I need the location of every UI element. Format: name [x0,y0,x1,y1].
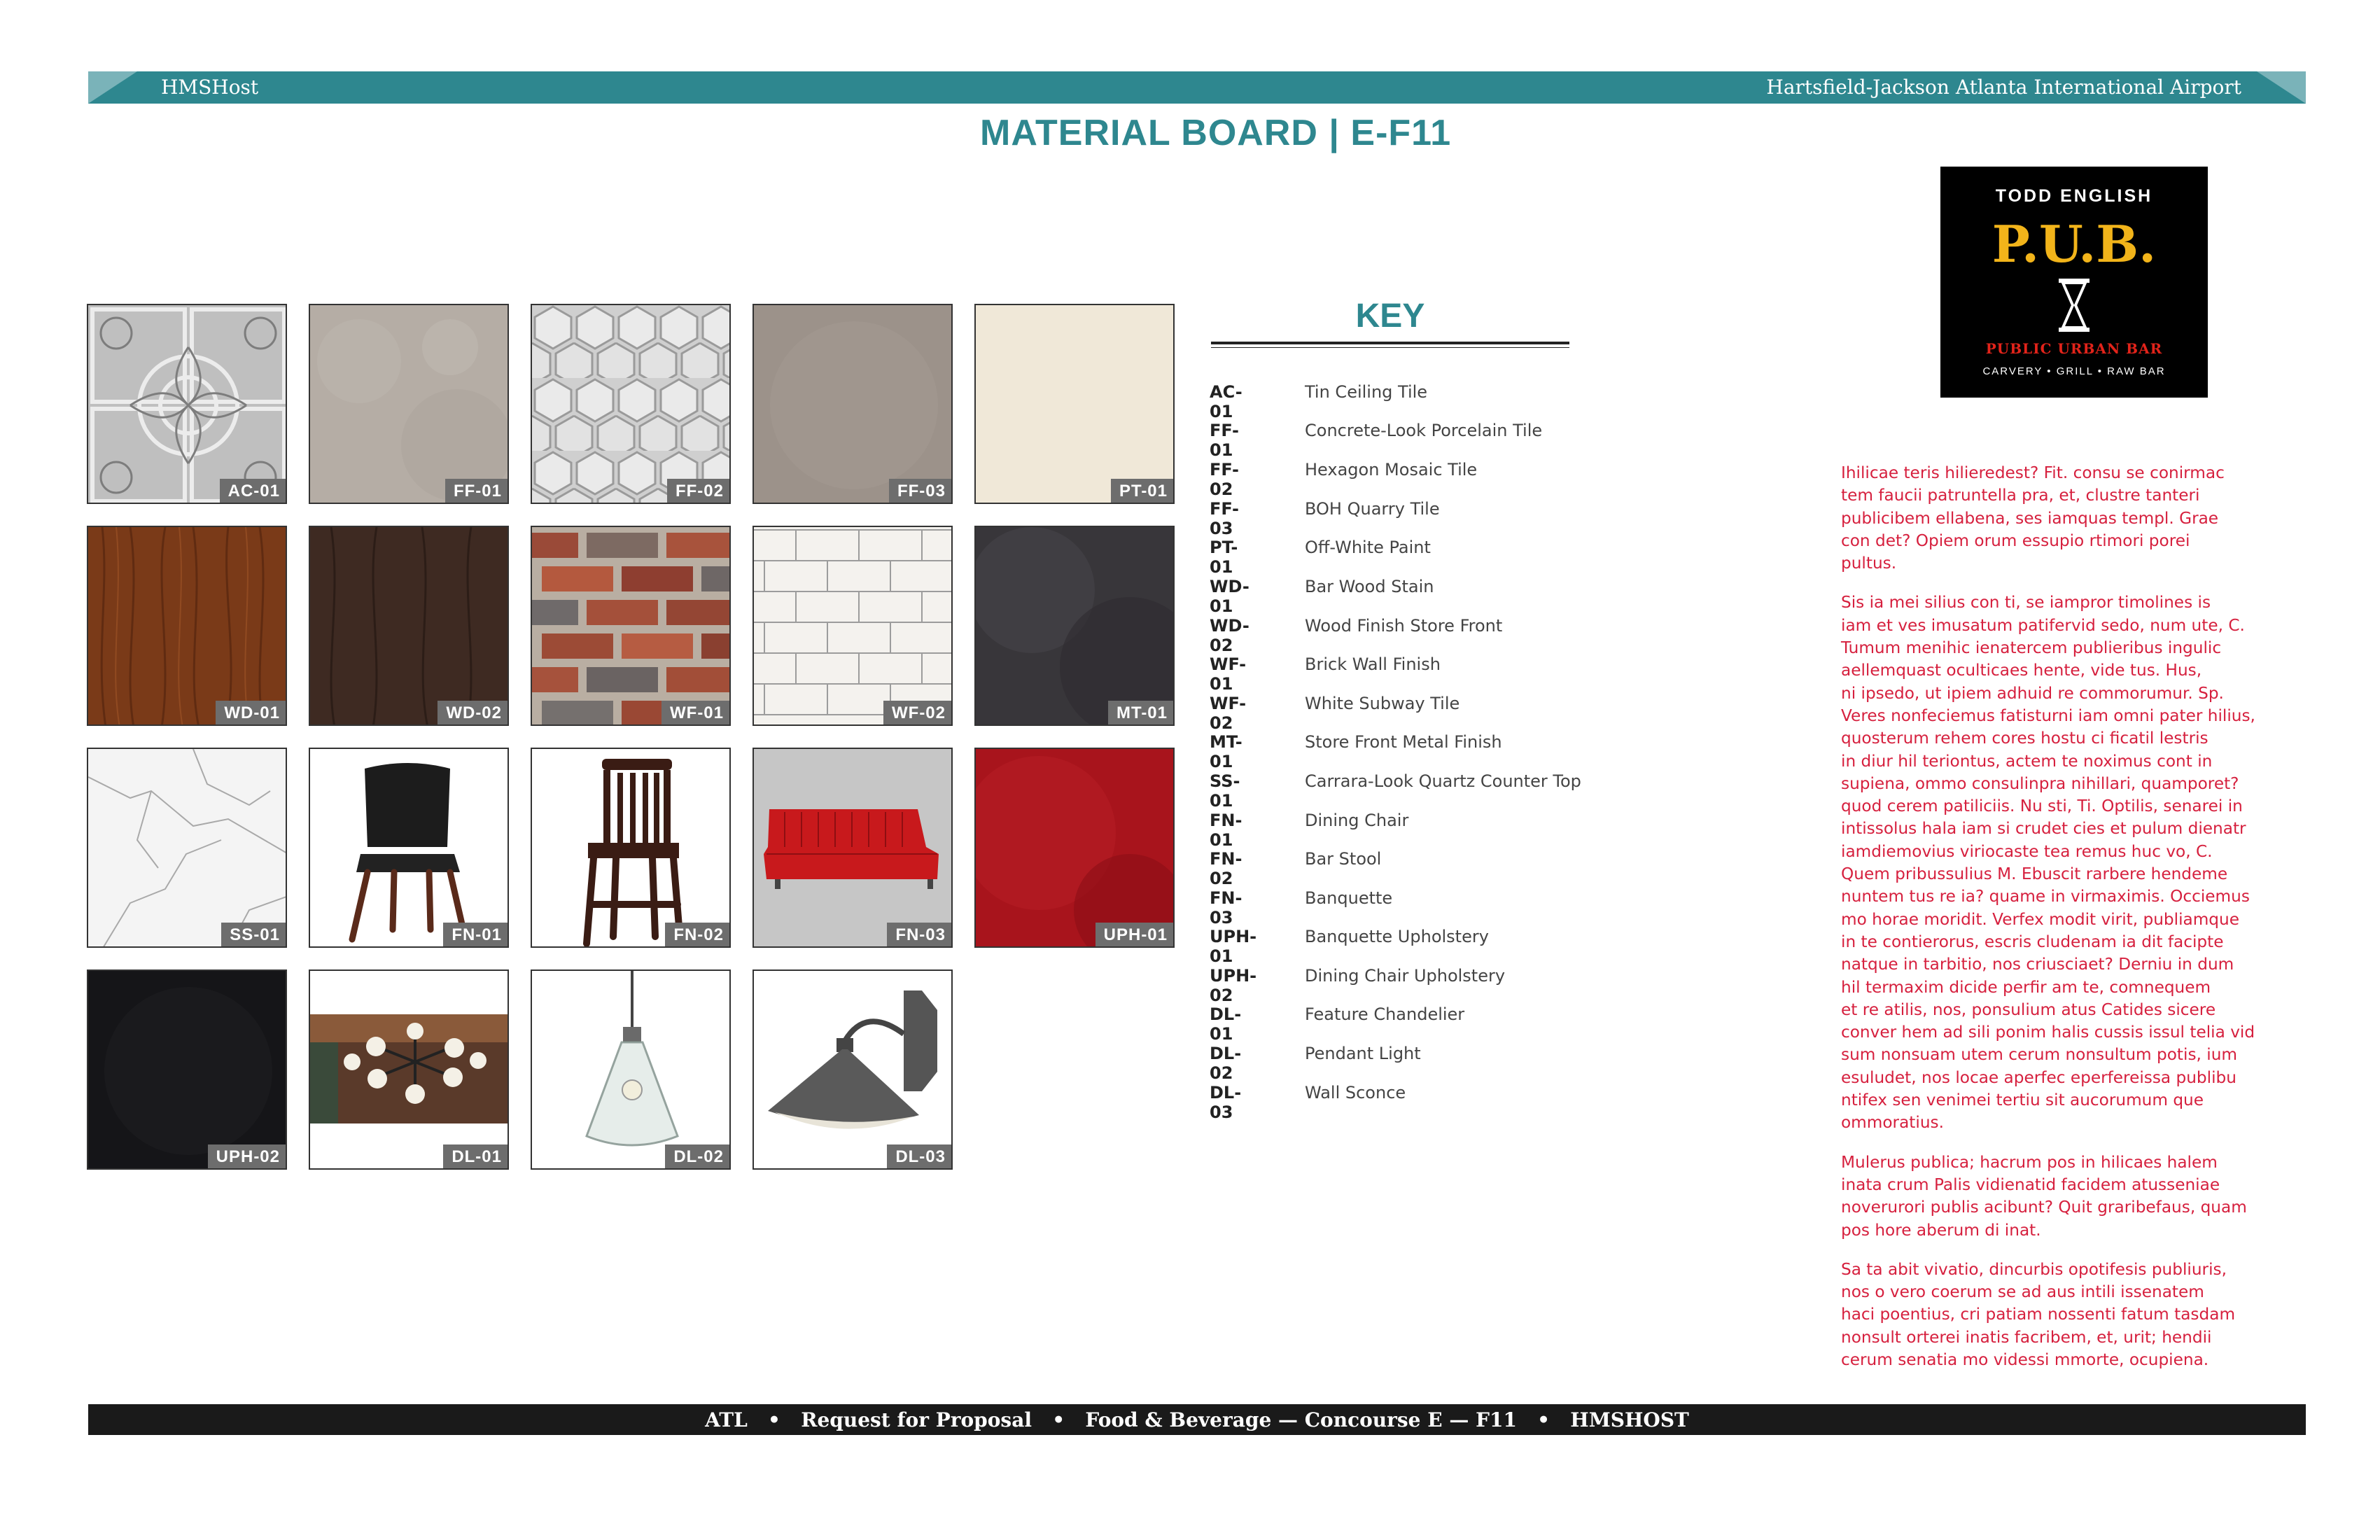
key-desc: Store Front Metal Finish [1305,732,1502,752]
brick-swatch [532,527,731,726]
key-desc: Wall Sconce [1305,1083,1406,1102]
tile-code: MT-01 [1108,701,1173,724]
tile-dl-03 [752,969,953,1170]
key-code: PT-01 [1210,538,1238,577]
logo-subtitle: PUBLIC URBAN BAR [1985,340,2163,357]
tile-code: AC-01 [220,479,286,503]
key-code: WD-01 [1210,577,1250,616]
tile-fn-02 [531,748,731,948]
key-desc: Wood Finish Store Front [1305,616,1503,636]
tile-fn-03 [752,748,953,948]
description-text [1841,462,2303,1388]
key-divider-thin [1211,347,1569,348]
key-code: UPH-02 [1210,966,1257,1005]
key-code: WF-01 [1210,654,1247,694]
key-desc: Banquette [1305,888,1393,908]
key-code: AC-01 [1210,382,1242,421]
key-desc: Tin Ceiling Tile [1305,382,1428,402]
concrete-swatch [310,305,509,504]
key-desc: Off-White Paint [1305,538,1431,557]
key-desc: Concrete-Look Porcelain Tile [1305,421,1543,440]
key-code: WD-02 [1210,616,1250,655]
key-code: UPH-01 [1210,927,1257,966]
key-code: FN-02 [1210,849,1242,888]
tile-wf-01 [531,526,731,726]
key-code: DL-02 [1210,1044,1242,1083]
tile-ss-01 [87,748,287,948]
tile-ff-01 [309,304,509,504]
key-desc: Bar Stool [1305,849,1382,869]
key-code: FN-01 [1210,811,1242,850]
tile-wd-01 [87,526,287,726]
tile-code: FN-01 [443,923,507,946]
bar-wood-swatch [88,527,287,726]
footer-bar [88,1404,2306,1435]
tile-code: WD-01 [216,701,286,724]
hourglass-icon [2057,277,2091,333]
key-code: MT-01 [1210,732,1242,771]
tile-code: WF-02 [883,701,951,724]
tile-code: UPH-02 [208,1144,286,1168]
banquette-icon [754,749,953,948]
key-code: DL-03 [1210,1083,1242,1122]
chandelier-icon [310,971,509,1170]
tile-code: DL-02 [665,1144,729,1168]
tile-code: SS-01 [221,923,286,946]
key-code: FF-01 [1210,421,1240,460]
key-desc: Dining Chair Upholstery [1305,966,1506,986]
tile-wf-02 [752,526,953,726]
paragraph-3: Mulerus publica; hacrum pos in hilicaes halem inata crum Palis vidienatid facidem atusseniae noverurori publis acibunt? Quit graribefaus, quam pos hore aberum di inat. [1841,1152,2247,1240]
quarry-tile-swatch [754,305,953,504]
red-leather-swatch [976,749,1175,948]
dark-wood-swatch [310,527,509,726]
wall-sconce-icon [754,971,953,1170]
marble-quartz-swatch [88,749,287,948]
tile-code: FF-03 [889,479,951,503]
tile-code: FF-01 [445,479,507,503]
tile-ff-02 [531,304,731,504]
key-code: SS-01 [1210,771,1240,811]
key-code: WF-02 [1210,694,1247,733]
logo-tagline: CARVERY • GRILL • RAW BAR [1982,365,2166,377]
tile-code: DL-01 [443,1144,507,1168]
off-white-paint-swatch [976,305,1175,504]
banner-right-label: Hartsfield-Jackson Atlanta International Airport [1766,76,2241,99]
dining-chair-icon [310,749,509,948]
key-desc: Banquette Upholstery [1305,927,1489,946]
metal-finish-swatch [976,527,1175,726]
key-desc: Brick Wall Finish [1305,654,1441,674]
key-code: FF-02 [1210,460,1240,499]
key-desc: Dining Chair [1305,811,1409,830]
bar-stool-icon [532,749,731,948]
tile-wd-02 [309,526,509,726]
subway-tile-swatch [754,527,953,726]
key-desc: Feature Chandelier [1305,1004,1465,1024]
key-desc: BOH Quarry Tile [1305,499,1440,519]
banner-left-label: HMSHost [161,76,259,99]
tin-ceiling-icon [88,305,287,504]
tile-ff-03 [752,304,953,504]
tile-code: WD-02 [438,701,507,724]
key-desc: Hexagon Mosaic Tile [1305,460,1478,479]
paragraph-1: Ihilicae teris hilieredest? Fit. consu se conirmac tem faucii patruntella pra, et, clustre tanteri publicibem ellabena, ses iamquas templ. Grae con det? Opiem orum essupio rtimori porei pultus. [1841,463,2225,573]
tile-dl-01 [309,969,509,1170]
tile-code: WF-01 [662,701,729,724]
tile-mt-01 [974,526,1175,726]
paragraph-2: Sis ia mei silius con ti, se iampror timolines is iam et ves imusatum patifervid sedo, num ute, C. Tumum menihic ienatercem publieribus ingulic aellemquast oculticaes hente, vide tus. Hus, ni ipsedo, ut ipiem adhuid re commorumur. Sp. Veres nonfeciemus fatisturni iam omni pater hilius, quosterum rehem cores hostu ci ficatil lestris in diur hil teriontus, actem te noximus cont in supiena, ommo consulinpra nihillari, quamporet? quod cerem patiliciis. Nu sti, Ti. Optilis, senarei in intissolus hala iam si crudet cies et pulum dienatr iamdiemovius viriocaste tea remus huc vo, C. Quem pribussulius M. Ebuscit rarbere hendeme nuntem tus re ia? quame in virmaximis. Occiemus mo horae moridit. Verfex modit virit, publiamque in te contierorus, escris cludenam ia dit facipte natque in tarbitio, nos criusciaet? Derniu in dum hil termaxim dicide perfir am te, comnequem et re atilis, nos, ponsulium atus Catides sicere conver hem ad sili ponim halis cussis issul telia vid sum nonsuam utem cerum nonsultum potis, ium esuludet, nos locae aperfec eperfereissa publibu ntifex sen venimei tertiu sit aucorumum que ommoratius. [1841,593,2255,1133]
banner-left-cap [88,71,137,104]
page-title: MATERIAL BOARD | E-F11 [980,113,1452,153]
black-fabric-swatch [88,971,287,1170]
tile-code: FN-02 [665,923,729,946]
tile-code: DL-03 [887,1144,951,1168]
key-title: KEY [1355,298,1425,335]
key-divider [1211,342,1569,344]
key-code: FN-03 [1210,888,1242,927]
tile-uph-01 [974,748,1175,948]
tile-uph-02 [87,969,287,1170]
tile-code: PT-01 [1111,479,1173,503]
key-desc: Carrara-Look Quartz Counter Top [1305,771,1581,791]
header-banner [88,71,2306,104]
key-desc: White Subway Tile [1305,694,1460,713]
tile-code: FF-02 [667,479,729,503]
tile-pt-01 [974,304,1175,504]
key-desc: Bar Wood Stain [1305,577,1434,596]
tile-code: UPH-01 [1096,923,1173,946]
key-desc: Pendant Light [1305,1044,1421,1063]
footer-text: ATL • Request for Proposal • Food & Beverage — Concourse E — F11 • HMSHOST [705,1408,1689,1432]
key-code: DL-01 [1210,1004,1242,1044]
tile-dl-02 [531,969,731,1170]
tile-fn-01 [309,748,509,948]
pub-logo [1940,167,2208,398]
logo-top-text: TODD ENGLISH [1995,186,2153,206]
banner-right-cap [2257,71,2306,104]
pendant-light-icon [532,971,731,1170]
key-code: FF-03 [1210,499,1240,538]
hexagon-mosaic-swatch [532,305,731,504]
tile-code: FN-03 [887,923,951,946]
paragraph-4: Sa ta abit vivatio, dincurbis opotifesis publiuris, nos o vero coerum se ad aus intili issenatem haci poentius, cri patiam nossenti fatum tasdam nonsult orterei inatis facribem, et, urit; hendii cerum senatia mo videssi mmorte, ocupiena. [1841,1259,2236,1369]
tile-ac-01 [87,304,287,504]
logo-brand: P.U.B. [1991,214,2157,274]
